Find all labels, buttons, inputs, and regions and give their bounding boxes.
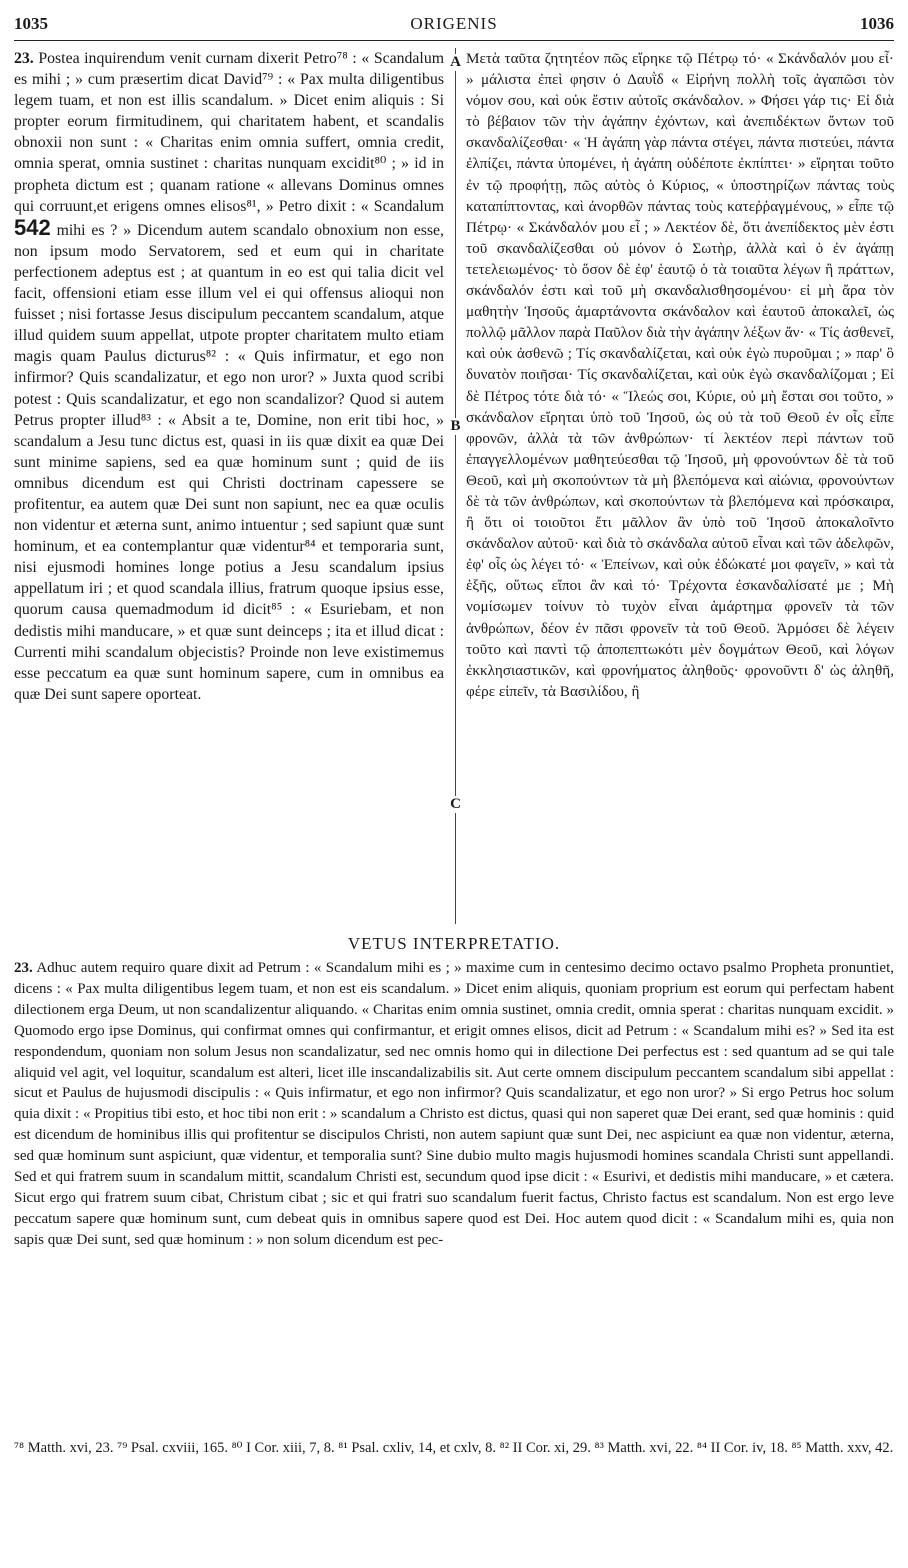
latin-paragraph bbox=[14, 48, 444, 705]
vetus-section-number: 23. bbox=[14, 960, 33, 976]
vetus-interpretatio bbox=[14, 958, 894, 1430]
latin-column bbox=[14, 48, 444, 924]
margin-mark-c: C bbox=[450, 796, 461, 812]
page-title: ORIGENIS bbox=[410, 14, 498, 33]
page-number-left: 1035 bbox=[14, 14, 48, 33]
latin-text-part-2: mihi es ? » Dicendum autem scandalo obnoxium non esse, non ipsum modo Servatorem, sed et eum qui in charitate perfectionem adeptus est ; at quantum in eo est qui talia dicit vel facit, offensioni etiam esse illum vel ei qui offensus alioqui non fuisset ; nisi fortasse Jesus discipulum peccantem scandalum, atque illud quidem suum appellat, utpote propter charitatem multo etiam magis quam Paulus dicturus⁸² : « Quis infirmatur, et ego non infirmor? Quis scandalizatur, et ego non uror? » Juxta quod scribi potest : Quis scandalizatur, et ego non scandalizor? Quod si autem Petrus propter illud⁸³ : « Absit a te, Domine, non erit tibi hoc, » scandalum a Jesu tunc dictus est, quasi in iis quæ dixit ea quæ Dei sunt minime sapiens, sed ea quæ hominum sunt ; quid de iis omnibus dicendum est qui Christi doctrinam capessere se profitentur, ea autem quæ Dei sunt non sapiunt, nec ea quæ oculis non videntur et æterna sunt, animo intuentur ; sed sapiunt quæ sunt hominum, et ea contemplantur quæ videntur⁸⁴ et temporaria sunt, nisi ejusmodi homines longe potius a Jesu scandalum ipsius appellatum iri ; et quod scandala illius, fratrum quoque ipsius esse, quorum causa quemadmodum id dicit⁸⁵ : « Esuriebam, et non dedistis mihi manducare, » et quæ sunt deinceps ; ita et illud dicat : Currenti mihi scandalum objecistis? Proinde non leve existimemus esse peccatum ea quæ sunt hominum sapere, cum in omnibus ea quæ Dei sunt sapere oporteat. bbox=[14, 221, 444, 703]
page-number-right: 1036 bbox=[860, 14, 894, 33]
section-number: 23. bbox=[14, 50, 34, 67]
column-divider bbox=[455, 48, 456, 924]
running-head bbox=[14, 12, 894, 41]
margin-mark-a: A bbox=[450, 54, 461, 70]
latin-text-part-1: Postea inquirendum venit curnam dixerit Petro⁷⁸ : « Scandalum es mihi ; » cum præsertim dicat David⁷⁹ : « Pax multa diligentibus legem tuam, et non est illis scandalum. » Dicet enim aliquis : Si propter eorum firmitudinem, qui charitatem habent, et scandalis obnoxii non sunt : « Charitas enim omnia suffert, omnia credit, omnia sperat, omnia sustinet : charitas nunquam excidit⁸⁰ ; » id in propheta dictum est ; quanam ratione « allevans Dominus omnes qui corruunt,et erigens omnes elisos⁸¹, » Petro dixit : « Scandalum bbox=[14, 50, 444, 215]
vetus-text: Adhuc autem requiro quare dixit ad Petrum : « Scandalum mihi es ; » maxime cum in centesimo decimo octavo psalmo Propheta pronuntiet, dicens : « Pax multa diligentibus legem tuam, et non est eis scandalum. » Dicet enim aliquis, quoniam proprium est eorum qui perfectam habent dilectionem erga Deum, ut non scandalizentur aliquando. « Charitas enim omnia sustinet, omnia credit, omnia sperat : charitas nunquam excidit. » Quomodo ergo ipse Dominus, qui confirmat omnes qui confirmantur, et erigit omnes elisos, dicit ad Petrum : « Scandalum mihi es? » Sed ita est respondendum, quoniam non solum Jesus non scandalizatur, sed nec omnis homo qui in dilectione Dei perfectus est : sed quantum ad se qui tale aliquid vel agit, vel loquitur, scandalum est alteri, licet ille inscandalizabilis sit. Aut certe omnem discipulum peccantem scandalum sibi appellat : sicut et Paulus de hujusmodi discipulis : « Quis infirmatur, et ego non infirmor? Quis scandalizatur, et ego non uror? » Si ergo Petrus hoc solum quia dixit : « Propitius tibi esto, et hoc tibi non erit : » scandalum a Christo est dictus, quasi qui non saperet quæ Dei erant, sed quæ hominis : quid est dicendum de hominibus illis qui profitentur se discipulos Christi, non autem sapiunt quæ sunt Dei, nec aspiciunt ea quæ non videntur, æterna, sed quæ hominum sunt aspiciunt, quæ videntur, et temporalia sunt? Sine dubio multo magis hujusmodi homines scandala Christi sunt appellandi. Sed et qui fratrem suum in scandalum mittit, scandalum Christi est, secundum quod ipse dicit : « Esurivi, et dedistis mihi manducare, » et cætera. Sicut ergo qui fratrem suum cibat, Christum cibat ; sic et qui fratri suo scandalum fuerit factus, Christo factus est scandalum. Non est ergo leve peccatum sapere quæ hominum sunt, cum debeat quis in omnibus sapere quod est Dei. Hoc autem quod dicit : « Scandalum mihi es, quia non sapis quæ Dei sunt, sed quæ hominum : » non solum dicendum est pec- bbox=[14, 960, 894, 1248]
footnote-text: ⁷⁸ Matth. xvi, 23. ⁷⁹ Psal. cxviii, 165. ⁸⁰ I Cor. xiii, 7, 8. ⁸¹ Psal. cxliv, 14, et cxlv, 8. ⁸² II Cor. xi, 29. ⁸³ Matth. xvi, 22. ⁸⁴ II Cor. iv, 18. ⁸⁵ Matth. xxv, 42. bbox=[14, 1440, 894, 1456]
vetus-paragraph bbox=[14, 958, 894, 1251]
section-heading: VETUS INTERPRETATIO. bbox=[347, 934, 561, 953]
greek-column bbox=[466, 48, 894, 924]
page-marker: 542 bbox=[14, 214, 51, 240]
greek-paragraph: Μετὰ ταῦτα ζητητέον πῶς εἴρηκε τῷ Πέτρῳ τό· « Σκάνδαλόν μου εἶ· » μάλιστα ἐπεὶ φησιν ὁ Δαυῒδ « Εἰρήνη πολλὴ τοῖς ἀγαπῶσι τὸν νόμον σου, καὶ οὐκ ἔστιν αὐτοῖς σκάνδαλον. » Φήσει γάρ τις· Εἰ διὰ τὸ βέβαιον τῶν τὴν ἀγάπην ἐχόντων, καὶ ἀνεπιδέκτων ὄντων τοῦ σκανδαλίζεσθαι· « Ἡ ἀγάπη γὰρ πάντα στέγει, πάντα πιστεύει, πάντα ἐλπίζει, πάντα ὑπομένει, ἡ ἀγάπη οὐδέποτε ἐκπίπτει· » εἴρηται τοῦτο ἐν τῷ προφήτῃ, πῶς αὐτὸς ὁ Κύριος, « ὑποστηρίζων πάντας τοὺς καταπίπτοντας, καὶ ἀνορθῶν πάντας τοὺς κατεῤῥαγμένους, » εἶπε τῷ Πέτρῳ· « Σκάνδαλόν μου εἶ ; » Λεκτέον δὲ, ὅτι ἀνεπίδεκτος μὲν ἐστι τοῦ σκανδαλίζεσθαι οὐ μόνον ὁ Σωτὴρ, ἀλλὰ καὶ ὁ ἐν ἀγάπῃ τετελειωμένος· τὸ ὅσον δὲ ἐφ' ἑαυτῷ ὁ τὰ τοιαῦτα λέγων ἢ πράττων, σκάνδαλόν ἐστι καὶ τοῦ μὴ σκανδαλισθησομένου· εἰ μὴ ἄρα τὸν μαθητὴν Ἰησοῦς ἁμαρτάνοντα σκάνδαλον καὶ ἑαυτοῦ ἀποκαλεῖ, ὡς πολλῷ μᾶλλον παρὰ Παῦλον διὰ τὴν ἀγάπην λέξων ἄν· « Τίς ἀσθενεῖ, καὶ οὐκ ἀσθενῶ ; Τίς σκανδαλίζεται, καὶ οὐκ ἐγὼ πυροῦμαι ; » παρ' ὃ δυνατὸν ποιῆσαι· Τίς σκανδαλίζεται, καὶ οὐκ ἐγὼ σκανδαλίζομαι ; Εἰ δὲ Πέτρος τότε διὰ τό· « Ἵλεώς σοι, Κύριε, οὐ μὴ ἔσται σοι τοῦτο, » σκάνδαλον εἴρηται ὑπὸ τοῦ Ἰησοῦ, ὡς οὐ τὰ τοῦ Θεοῦ ἐν οἷς εἶπε φρονῶν, ἀλλὰ τὰ τῶν ἀνθρώπων· τί λεκτέον περὶ πάντων τοῦ ἐπαγγελλομένων μαθητεύεσθαι τῷ Ἰησοῦ, μὴ φρονούντων δὲ τὰ τοῦ Θεοῦ, καὶ μὴ σκοπούντων τὰ μὴ βλεπόμενα καὶ αἰώνια, φρονούντων δὲ τὰ τῶν ἀνθρώπων, καὶ σκοπούντων τὰ βλεπόμενα καὶ πρόσκαιρα, ἢ ὅτι οἱ τοιοῦτοι ἔτι μᾶλλον ἂν ὑπὸ τοῦ Ἰησοῦ ἀποκαλοῖντο σκάνδαλον αὐτοῦ· καὶ διὰ τὸ σκάνδαλα αὐτοῦ εἶναι καὶ τῶν ἀδελφῶν, ἐφ' οἷς ὡς λέγει τό· « Ἐπείνων, καὶ οὐκ ἐδώκατέ μοι φαγεῖν, » καὶ τὰ ἑξῆς, οὕτως εἴποι ἂν καὶ τό· Τρέχοντα ἐσκανδαλίσατέ με ; Μὴ νομίσωμεν τοίνυν τὸ τυχὸν εἶναι ἁμάρτημα φρονεῖν τὰ τῶν ἀνθρώπων, δέον ἐν πᾶσι φρονεῖν τὰ τοῦ Θεοῦ. Ἁρμόσει δὲ λέγειν τοῦτο καὶ παντὶ τῷ ἀποπεπτωκότι μὲν δογμάτων Θεοῦ, καὶ λόγων ἐκκλησιαστικῶν, καὶ φρονήματος ἀληθοῦς· φρονοῦντι δ' ὡς ἀληθῆ, φέρε εἰπεῖν, τὰ Βασιλίδου, ἢ bbox=[466, 50, 894, 700]
margin-mark-b: B bbox=[450, 418, 461, 434]
footnotes bbox=[14, 1438, 894, 1458]
